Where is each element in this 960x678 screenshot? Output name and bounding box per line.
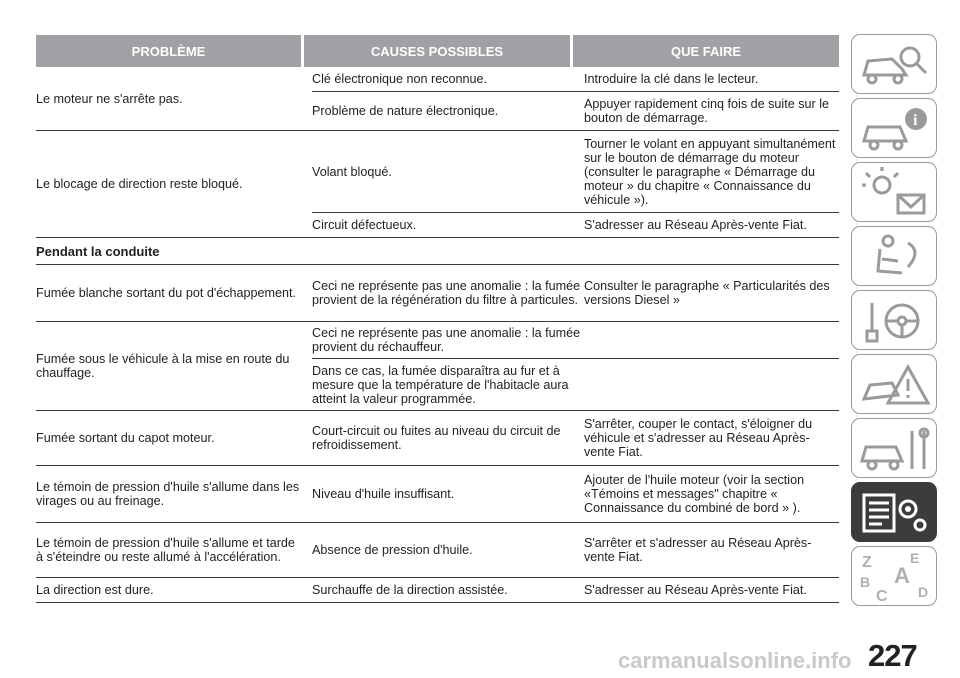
cause-cell: Dans ce cas, la fumée disparaîtra au fur et à mesure que la température de l'habitacle aura atteint la valeur programmée. bbox=[312, 363, 569, 406]
problem-cell: Le blocage de direction reste bloqué. bbox=[36, 177, 243, 191]
table-row bbox=[36, 67, 839, 131]
table-row bbox=[36, 411, 839, 466]
cause-cell: Absence de pression d'huile. bbox=[312, 543, 473, 557]
cause-cell: Surchauffe de la direction assistée. bbox=[312, 583, 508, 597]
action-cell: S'arrêter, couper le contact, s'éloigner du véhicule et s'adresser au Réseau Après-vente Fiat. bbox=[584, 417, 813, 459]
car-search-icon[interactable] bbox=[851, 34, 937, 94]
svg-text:C: C bbox=[876, 588, 888, 605]
table-row bbox=[36, 265, 839, 322]
alphabet-index-icon[interactable] bbox=[851, 546, 937, 606]
action-cell: Tourner le volant en appuyant simultanément sur le bouton de démarrage du moteur (consulter le paragraphe « Démarrage du moteur » du chapitre « Connaissance du véhicule »). bbox=[584, 136, 836, 207]
seat-airbag-icon[interactable] bbox=[851, 226, 937, 286]
svg-text:A: A bbox=[894, 563, 910, 588]
problem-cell: Fumée sortant du capot moteur. bbox=[36, 431, 215, 445]
svg-text:D: D bbox=[918, 584, 929, 600]
problem-cell: Le témoin de pression d'huile s'allume dans les virages ou au freinage. bbox=[36, 480, 300, 508]
data-gear-icon[interactable] bbox=[851, 482, 937, 542]
breakdown-triangle-icon[interactable] bbox=[851, 354, 937, 414]
table-row bbox=[36, 578, 839, 603]
chapter-tabs bbox=[851, 34, 939, 610]
table-row bbox=[36, 131, 839, 238]
key-steering-wheel-icon[interactable] bbox=[851, 290, 937, 350]
svg-text:B: B bbox=[860, 574, 871, 590]
table-row bbox=[36, 466, 839, 523]
table-header bbox=[36, 35, 839, 67]
cause-cell: Volant bloqué. bbox=[312, 164, 392, 179]
action-cell: S'adresser au Réseau Après-vente Fiat. bbox=[584, 583, 807, 597]
cause-cell: Court-circuit ou fuites au niveau du circuit de refroidissement. bbox=[312, 424, 561, 452]
car-info-icon[interactable] bbox=[851, 98, 937, 158]
car-tools-icon[interactable] bbox=[851, 418, 937, 478]
cause-cell: Ceci ne représente pas une anomalie : la fumée provient de la régénération du filtre à particules. bbox=[312, 279, 581, 307]
problem-cell: Fumée sous le véhicule à la mise en route du chauffage. bbox=[36, 352, 290, 380]
page-number: 227 bbox=[868, 638, 917, 673]
problem-cell: Fumée blanche sortant du pot d'échappement. bbox=[36, 286, 297, 300]
cause-cell: Niveau d'huile insuffisant. bbox=[312, 487, 455, 501]
warning-light-message-icon[interactable] bbox=[851, 162, 937, 222]
cause-cell: Problème de nature électronique. bbox=[312, 104, 499, 118]
action-cell: Appuyer rapidement cinq fois de suite sur le bouton de démarrage. bbox=[584, 97, 830, 125]
cause-cell: Ceci ne représente pas une anomalie : la fumée provient du réchauffeur. bbox=[312, 326, 581, 354]
header-causes: CAUSES POSSIBLES bbox=[304, 35, 573, 67]
problem-cell: La direction est dure. bbox=[36, 583, 154, 597]
svg-text:E: E bbox=[910, 550, 920, 566]
table-row bbox=[36, 523, 839, 578]
svg-text:i: i bbox=[913, 112, 918, 129]
svg-text:Z: Z bbox=[862, 554, 872, 571]
section-title: Pendant la conduite bbox=[36, 238, 839, 265]
action-cell: Consulter le paragraphe « Particularités des versions Diesel » bbox=[584, 279, 830, 307]
watermark: carmanualsonline.info bbox=[618, 648, 852, 673]
action-cell: Ajouter de l'huile moteur (voir la section «Témoins et messages" chapitre « Connaissance du combiné de bord » ). bbox=[584, 473, 805, 515]
cause-cell: Clé électronique non reconnue. bbox=[312, 72, 488, 86]
problem-cell: Le témoin de pression d'huile s'allume et tarde à s'éteindre ou reste allumé à l'accélération. bbox=[36, 536, 295, 564]
action-cell: S'adresser au Réseau Après-vente Fiat. bbox=[584, 218, 807, 232]
troubleshooting-table bbox=[36, 35, 839, 603]
header-probleme: PROBLÈME bbox=[36, 35, 304, 67]
problem-cell: Le moteur ne s'arrête pas. bbox=[36, 91, 183, 106]
table-row bbox=[36, 322, 839, 411]
action-cell: S'arrêter et s'adresser au Réseau Après-vente Fiat. bbox=[584, 536, 812, 564]
header-que-faire: QUE FAIRE bbox=[670, 43, 742, 59]
cause-cell: Circuit défectueux. bbox=[312, 218, 417, 232]
action-cell: Introduire la clé dans le lecteur. bbox=[584, 72, 759, 86]
